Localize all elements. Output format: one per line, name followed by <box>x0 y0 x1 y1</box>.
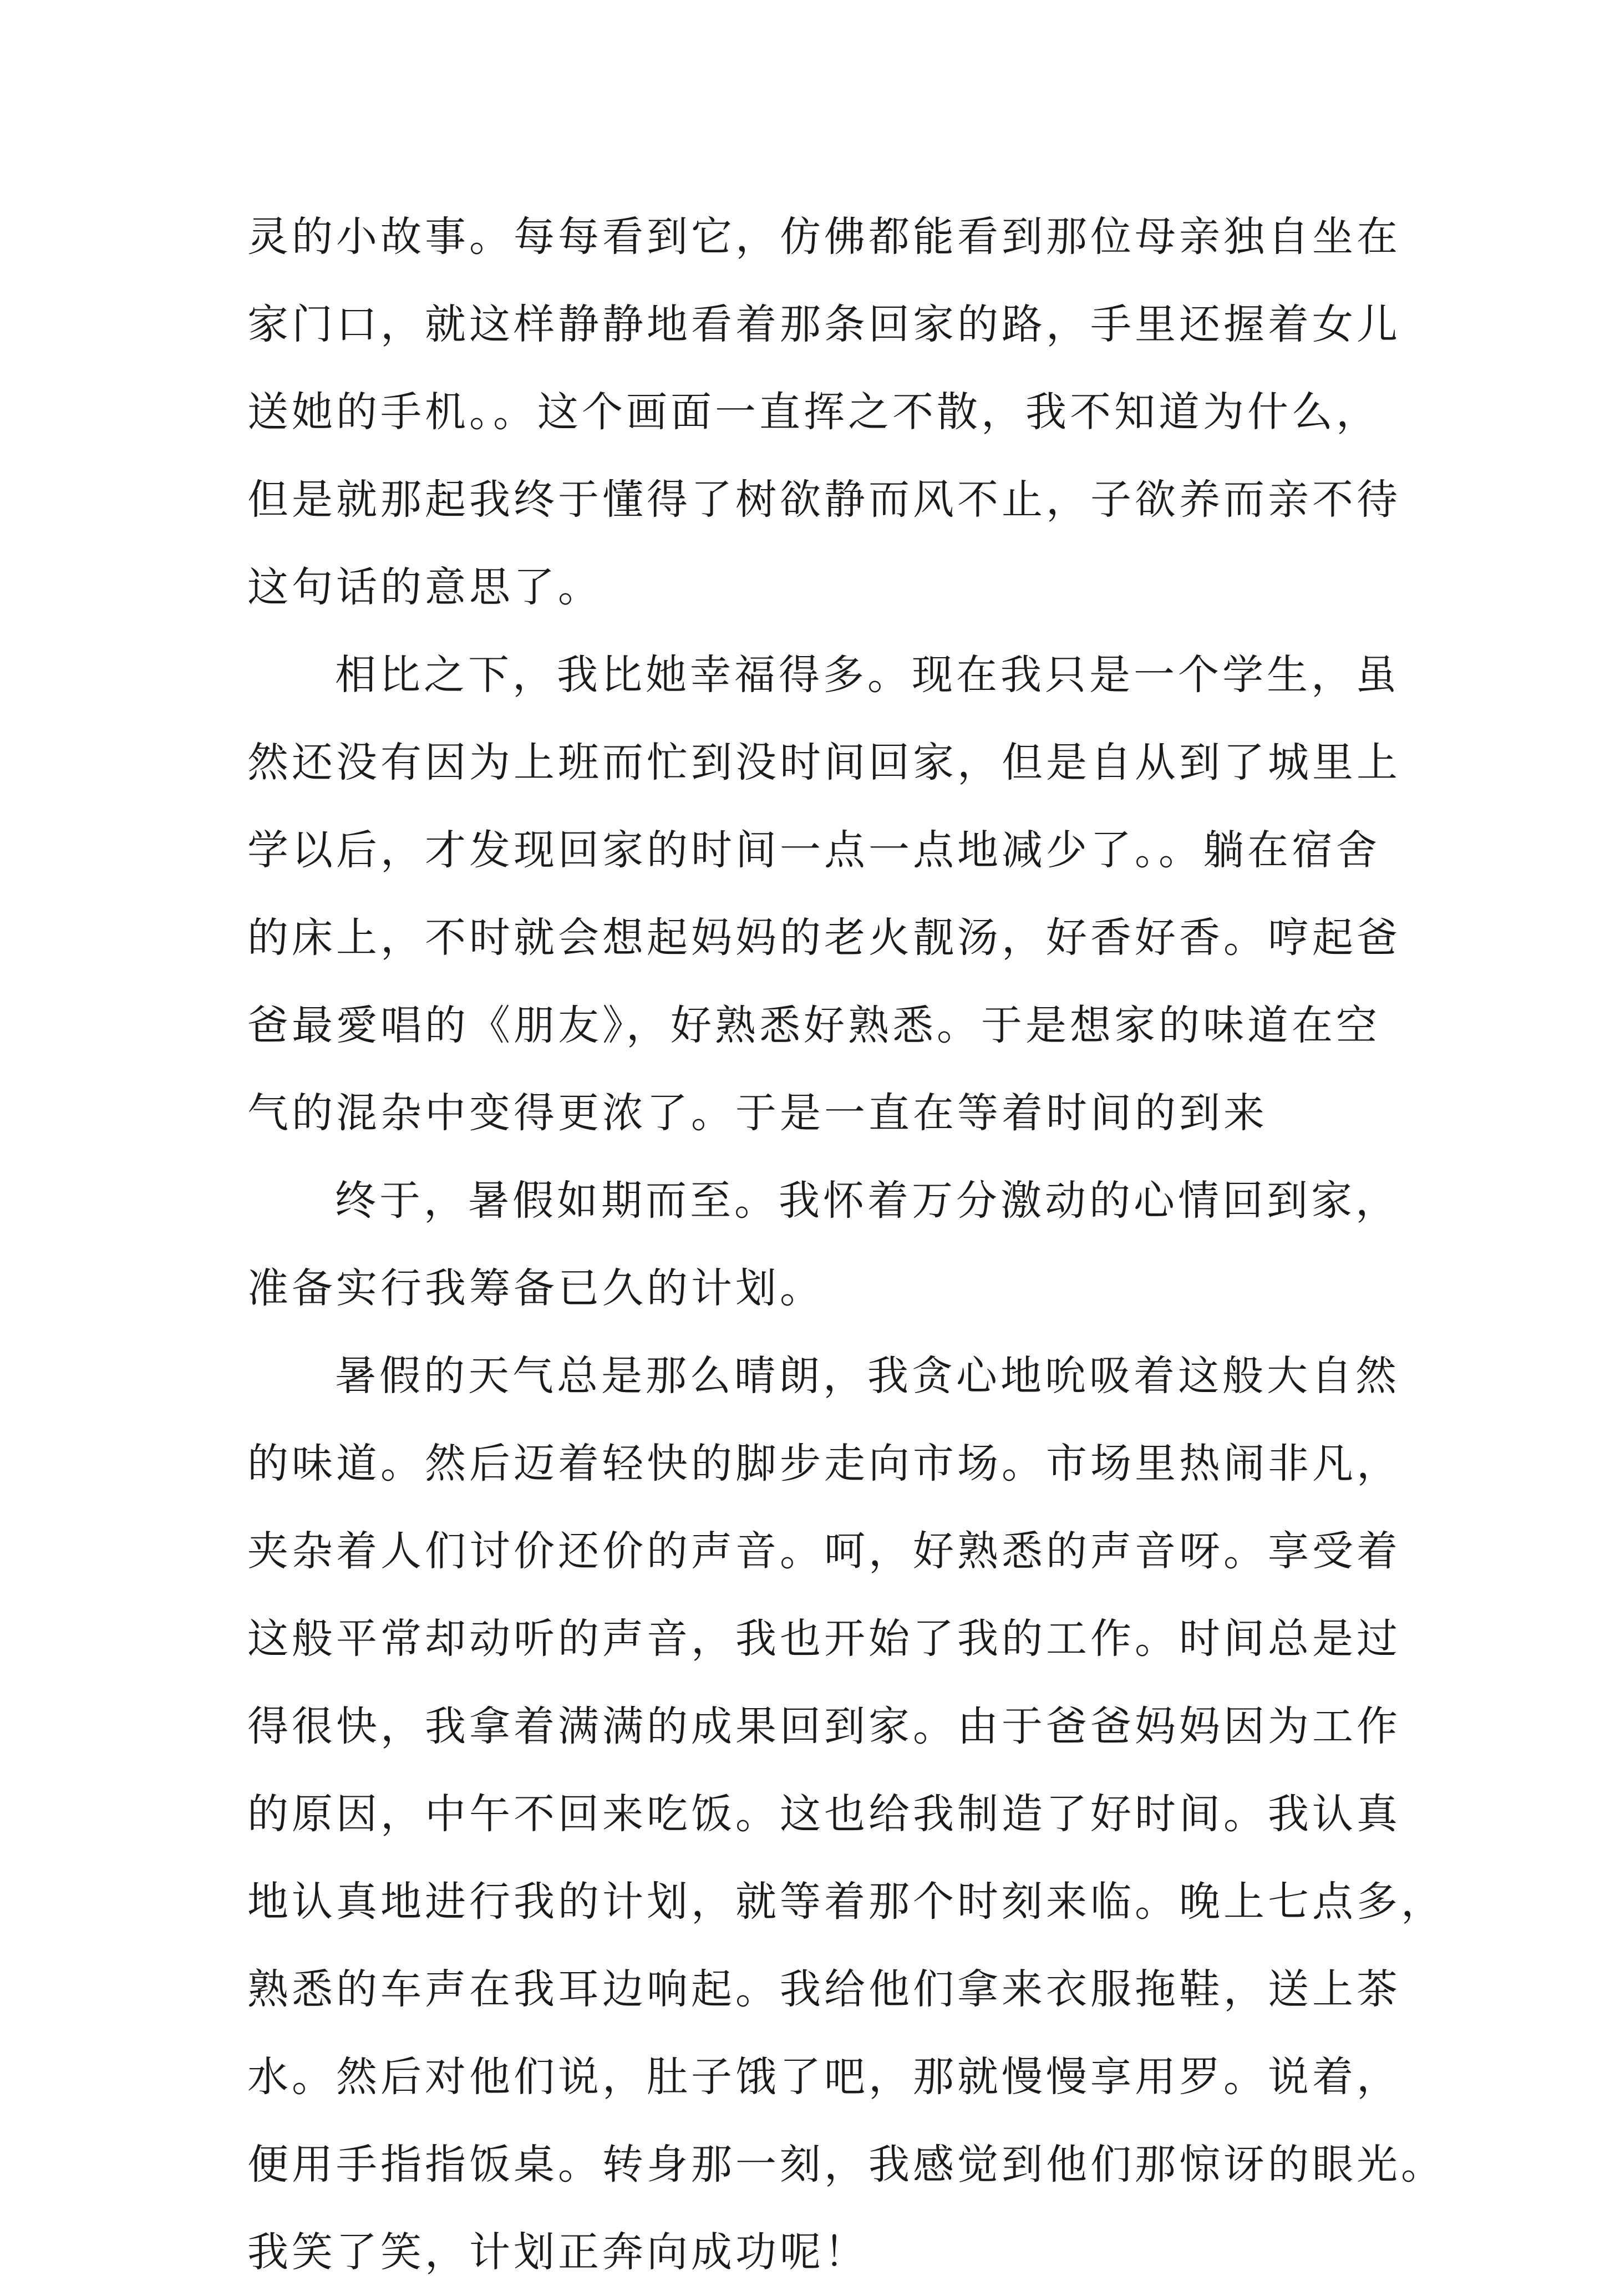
text-line: 灵的小故事。每每看到它，仿佛都能看到那位母亲独自坐在 <box>247 213 1401 261</box>
text-line: 学以后，才发现回家的时间一点一点地减少了。。躺在宿舍 <box>247 826 1380 874</box>
text-line: 夹杂着人们讨价还价的声音。呵，好熟悉的声音呀。享受着 <box>247 1527 1401 1575</box>
text-line: 这般平常却动听的声音，我也开始了我的工作。时间总是过 <box>247 1615 1401 1663</box>
text-line: 家门口，就这样静静地看着那条回家的路，手里还握着女儿 <box>247 301 1401 348</box>
text-line: 的味道。然后迈着轻快的脚步走向市场。市场里热闹非凡， <box>247 1440 1401 1487</box>
text-line: 这句话的意思了。 <box>247 563 602 611</box>
text-line: 熟悉的车声在我耳边响起。我给他们拿来衣服拖鞋，送上茶 <box>247 1965 1401 2013</box>
text-line: 气的混杂中变得更浓了。于是一直在等着时间的到来 <box>247 1089 1268 1137</box>
text-line: 然还没有因为上班而忙到没时间回家，但是自从到了城里上 <box>247 739 1401 786</box>
paragraph-start-line: 终于，暑假如期而至。我怀着万分激动的心情回到家， <box>335 1177 1400 1225</box>
paragraph-start-line: 相比之下，我比她幸福得多。现在我只是一个学生，虽 <box>335 651 1400 699</box>
text-line: 的床上，不时就会想起妈妈的老火靓汤，好香好香。哼起爸 <box>247 914 1401 962</box>
text-line: 水。然后对他们说，肚子饿了吧，那就慢慢享用罗。说着， <box>247 2053 1401 2101</box>
text-line: 送她的手机。。这个画面一直挥之不散，我不知道为什么， <box>247 388 1380 436</box>
text-line: 我笑了笑，计划正奔向成功呢！ <box>247 2228 868 2276</box>
text-line: 地认真地进行我的计划，就等着那个时刻来临。晚上七点多， <box>247 1878 1445 1926</box>
text-line: 得很快，我拿着满满的成果回到家。由于爸爸妈妈因为工作 <box>247 1703 1401 1750</box>
text-line: 但是就那起我终于懂得了树欲静而风不止，子欲养而亲不待 <box>247 476 1401 524</box>
paragraph-start-line: 暑假的天气总是那么晴朗，我贪心地吮吸着这般大自然 <box>335 1352 1400 1400</box>
text-line: 爸最愛唱的《朋友》，好熟悉好熟悉。于是想家的味道在空 <box>247 1002 1380 1049</box>
text-line: 准备实行我筹备已久的计划。 <box>247 1264 824 1312</box>
text-line: 的原因，中午不回来吃饭。这也给我制造了好时间。我认真 <box>247 1790 1401 1838</box>
text-line: 便用手指指饭桌。转身那一刻，我感觉到他们那惊讶的眼光。 <box>247 2141 1445 2188</box>
essay-body <box>247 193 1445 2296</box>
